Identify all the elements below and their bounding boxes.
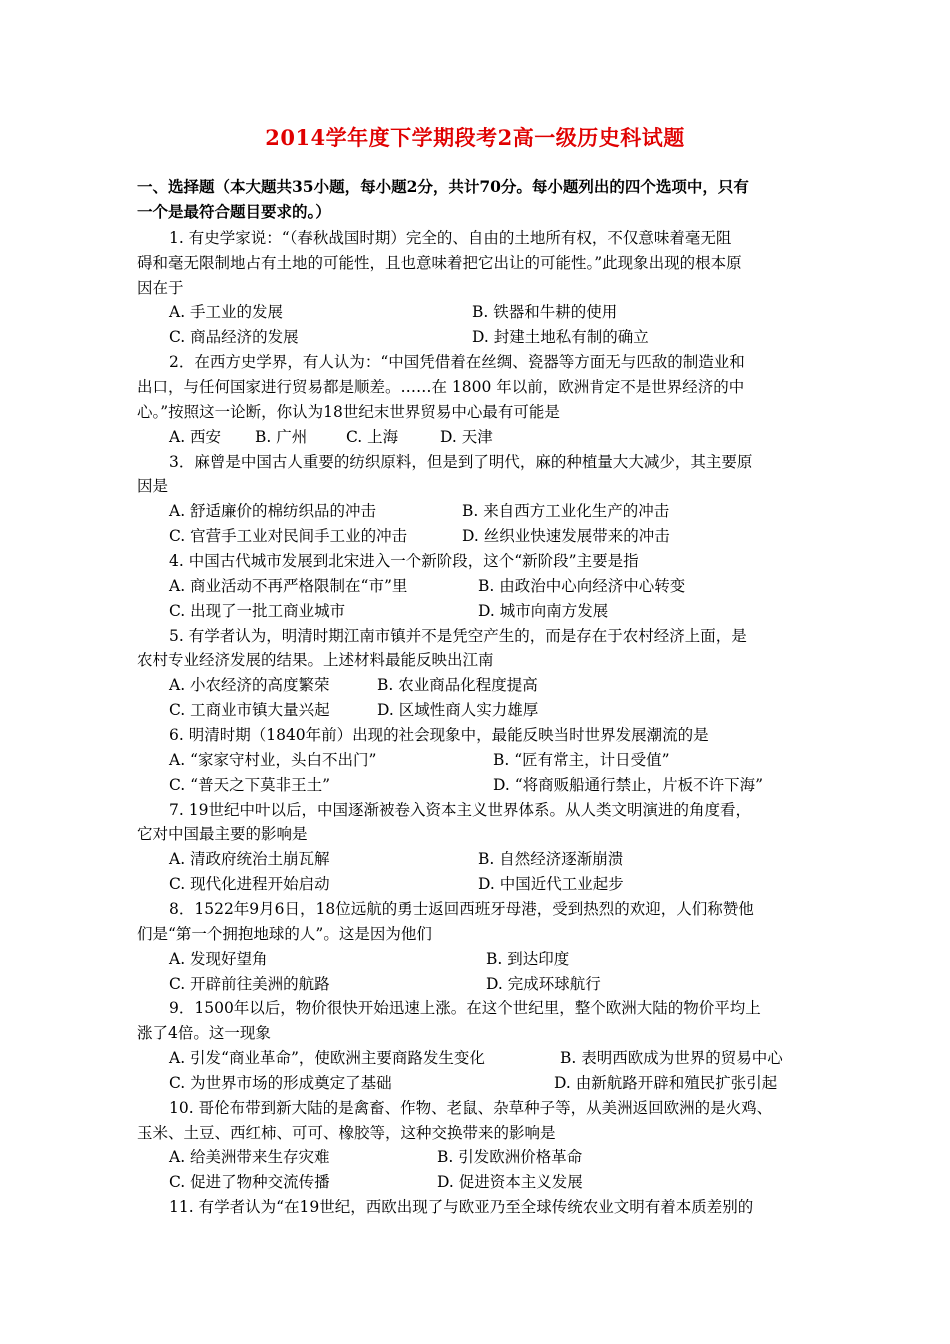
question-3-option-a: A. 舒适廉价的棉纺织品的冲击 xyxy=(169,502,377,520)
question-7-option-a: A. 清政府统治土崩瓦解 xyxy=(169,850,330,868)
question-4-option-b: B. 由政治中心向经济中心转变 xyxy=(478,577,686,595)
question-5-option-c: C. 工商业市镇大量兴起 xyxy=(169,701,330,719)
question-8-option-c: C. 开辟前往美洲的航路 xyxy=(169,975,330,993)
question-2-text: 2．在西方史学界，有人认为：“中国凭借着在丝绸、瓷器等方面无与匹敌的制造业和 xyxy=(169,353,745,371)
question-9-option-a: A. 引发“商业革命”，使欧洲主要商路发生变化 xyxy=(169,1049,485,1067)
question-9-text: 9．1500年以后，物价很快开始迅速上涨。在这个世纪里，整个欧洲大陆的物价平均上 xyxy=(169,999,761,1017)
question-1-option-b: B. 铁器和牛耕的使用 xyxy=(472,303,618,321)
question-6-option-b: B. “匠有常主，计日受值” xyxy=(493,751,670,769)
question-9-option-d: D. 由新航路开辟和殖民扩张引起 xyxy=(554,1074,778,1092)
question-4-option-c: C. 出现了一批工商业城市 xyxy=(169,602,346,620)
question-8-option-b: B. 到达印度 xyxy=(486,950,570,968)
question-9-option-b: B. 表明西欧成为世界的贸易中心 xyxy=(560,1049,783,1067)
question-2-option-d: D. 天津 xyxy=(440,428,493,446)
question-5-text: 5. 有学者认为，明清时期江南市镇并不是凭空产生的，而是存在于农村经济上面，是 xyxy=(169,627,747,645)
section-heading-line: 一个是最符合题目要求的。） xyxy=(137,202,331,221)
question-3-option-c: C. 官营手工业对民间手工业的冲击 xyxy=(169,527,408,545)
question-4-option-a: A. 商业活动不再严格限制在“市”里 xyxy=(169,577,408,595)
question-1-text: 碍和毫无限制地占有土地的可能性，且也意味着把它出让的可能性。”此现象出现的根本原 xyxy=(137,254,742,272)
question-6-option-a: A. “家家守村业，头白不出门” xyxy=(169,751,377,769)
question-7-text: 它对中国最主要的影响是 xyxy=(137,825,308,843)
question-8-option-d: D. 完成环球航行 xyxy=(486,975,601,993)
question-1-option-c: C. 商品经济的发展 xyxy=(169,328,299,346)
question-10-option-c: C. 促进了物种交流传播 xyxy=(169,1173,330,1191)
question-1-option-a: A. 手工业的发展 xyxy=(169,303,284,321)
section-heading-line: 一、选择题（本大题共35小题，每小题2分，共计70分。每小题列出的四个选项中，只有 xyxy=(137,177,749,196)
question-1-option-d: D. 封建土地私有制的确立 xyxy=(472,328,649,346)
question-7-option-c: C. 现代化进程开始启动 xyxy=(169,875,330,893)
question-10-text: 10. 哥伦布带到新大陆的是禽畜、作物、老鼠、杂草种子等，从美洲返回欧洲的是火鸡、 xyxy=(169,1099,773,1117)
question-3-option-d: D. 丝织业快速发展带来的冲击 xyxy=(462,527,670,545)
question-5-option-b: B. 农业商品化程度提高 xyxy=(377,676,538,694)
question-5-option-d: D. 区域性商人实力雄厚 xyxy=(377,701,539,719)
question-4-text: 4. 中国古代城市发展到北宋进入一个新阶段，这个“新阶段”主要是指 xyxy=(169,552,639,570)
question-4-option-d: D. 城市向南方发展 xyxy=(478,602,609,620)
question-11-text: 11. 有学者认为“在19世纪，西欧出现了与欧亚乃至全球传统农业文明有着本质差别的 xyxy=(169,1198,754,1216)
question-10-option-a: A. 给美洲带来生存灾难 xyxy=(169,1148,330,1166)
question-3-text: 3．麻曾是中国古人重要的纺织原料，但是到了明代，麻的种植量大大减少，其主要原 xyxy=(169,453,753,471)
question-8-option-a: A. 发现好望角 xyxy=(169,950,268,968)
question-6-text: 6. 明清时期（1840年前）出现的社会现象中，最能反映当时世界发展潮流的是 xyxy=(169,726,709,744)
question-9-option-c: C. 为世界市场的形成奠定了基础 xyxy=(169,1074,392,1092)
page-title: 2014学年度下学期段考2高一级历史科试题 xyxy=(265,125,685,150)
question-2-text: 心。”按照这一论断，你认为18世纪末世界贸易中心最有可能是 xyxy=(137,403,560,421)
question-10-option-d: D. 促进资本主义发展 xyxy=(437,1173,583,1191)
question-6-option-d: D. “将商贩船通行禁止，片板不许下海” xyxy=(493,776,764,794)
section-heading xyxy=(137,174,817,224)
question-2-option-c: C. 上海 xyxy=(346,428,399,446)
question-6-option-c: C. “普天之下莫非王土” xyxy=(169,776,331,794)
question-5-option-a: A. 小农经济的高度繁荣 xyxy=(169,676,330,694)
question-5-text: 农村专业经济发展的结果。上述材料最能反映出江南 xyxy=(137,651,494,669)
question-2-text: 出口，与任何国家进行贸易都是顺差。……在 1800 年以前，欧洲肯定不是世界经济的中 xyxy=(137,378,745,396)
question-8-text: 们是“第一个拥抱地球的人”。这是因为他们 xyxy=(137,925,432,943)
question-7-text: 7. 19世纪中叶以后，中国逐渐被卷入资本主义世界体系。从人类文明演进的角度看， xyxy=(169,801,751,819)
question-2-option-a: A. 西安 xyxy=(169,428,222,446)
question-1-text: 因在于 xyxy=(137,279,184,297)
question-8-text: 8．1522年9月6日，18位远航的勇士返回西班牙母港，受到热烈的欢迎，人们称赞他 xyxy=(169,900,754,918)
question-9-text: 涨了4倍。这一现象 xyxy=(137,1024,271,1042)
question-10-option-b: B. 引发欧洲价格革命 xyxy=(437,1148,583,1166)
question-3-option-b: B. 来自西方工业化生产的冲击 xyxy=(462,502,670,520)
question-7-option-d: D. 中国近代工业起步 xyxy=(478,875,624,893)
question-2-option-b: B. 广州 xyxy=(255,428,308,446)
question-3-text: 因是 xyxy=(137,477,169,495)
question-7-option-b: B. 自然经济逐渐崩溃 xyxy=(478,850,624,868)
question-1-text: 1. 有史学家说：“（春秋战国时期）完全的、自由的土地所有权，不仅意味着毫无阻 xyxy=(169,229,732,247)
question-10-text: 玉米、土豆、西红柿、可可、橡胶等，这种交换带来的影响是 xyxy=(137,1124,556,1142)
